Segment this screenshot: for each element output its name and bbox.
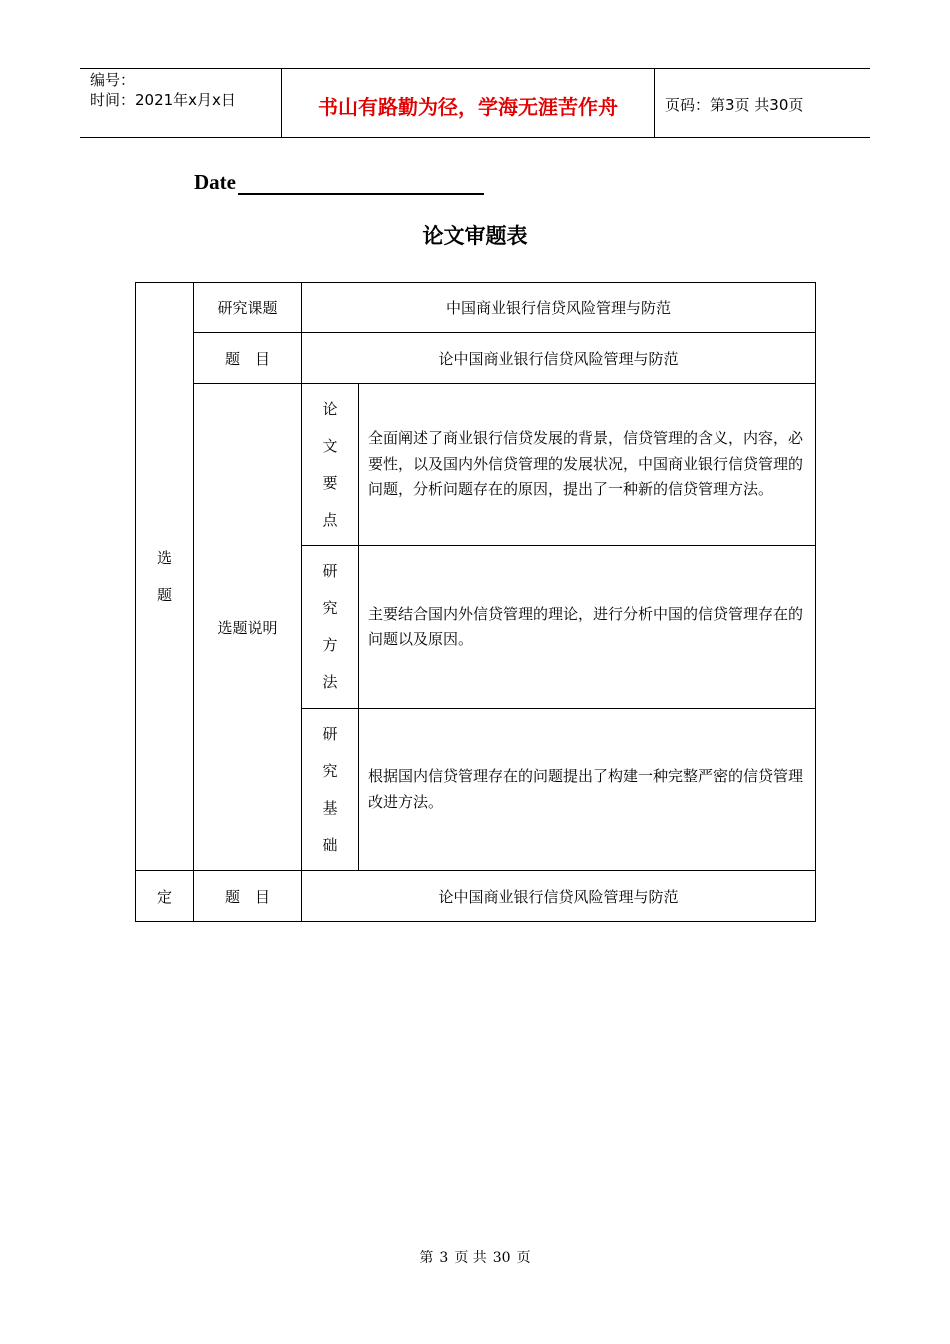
section-select-char: 题 <box>156 585 172 604</box>
date-blank-line <box>238 173 484 195</box>
sub-item-text-cell <box>359 384 816 546</box>
label-char: 基 <box>322 798 338 817</box>
table-row <box>136 871 816 922</box>
document-header <box>80 68 870 138</box>
label-char: 研 <box>322 724 338 743</box>
motto: 书山有路勤为径，学海无涯苦作舟 <box>318 95 618 119</box>
page-info: 页码：第3页 共30页 <box>665 96 804 114</box>
label-char: 论 <box>322 399 338 418</box>
sub-item-text: 根据国内信贷管理存在的问题提出了构建一种完整严密的信贷管理改进方法。 <box>368 767 804 811</box>
page-title: 论文审题表 <box>422 224 528 248</box>
table-row <box>136 384 816 546</box>
sub-item-text: 全面阐述了商业银行信贷发展的背景，信贷管理的含义，内容，必要性，以及国内外信贷管理的发展状况，中国商业银行信贷管理的问题，分析问题存在的原因，提出了一种新的信贷管理方法。 <box>368 429 804 499</box>
date-label: Date <box>194 170 236 194</box>
topic-value: 中国商业银行信贷风险管理与防范 <box>302 283 816 333</box>
table-row <box>136 333 816 384</box>
footer-prefix: 第 <box>419 1250 434 1266</box>
explain-label: 选题说明 <box>194 384 302 871</box>
title-value: 论中国商业银行信贷风险管理与防范 <box>302 333 816 384</box>
label-char: 究 <box>322 761 338 780</box>
final-title-label: 题 目 <box>194 871 302 922</box>
number-label: 编号： <box>90 71 136 89</box>
section-select-cell <box>136 283 194 871</box>
sub-item-text-cell <box>359 546 816 709</box>
title-label: 题 目 <box>194 333 302 384</box>
label-char: 方 <box>322 636 338 654</box>
label-char: 法 <box>322 673 338 691</box>
footer-suffix: 页 <box>516 1250 531 1266</box>
label-char: 文 <box>322 436 338 455</box>
section-final-cell: 定 <box>136 871 194 922</box>
header-page-cell <box>655 69 870 137</box>
final-title-value: 论中国商业银行信贷风险管理与防范 <box>302 871 816 922</box>
label-char: 要 <box>322 473 338 492</box>
section-select-char: 选 <box>156 548 172 567</box>
footer-current-page: 3 <box>439 1250 449 1266</box>
review-table <box>135 282 816 922</box>
label-char: 础 <box>322 835 338 854</box>
page-footer <box>0 1247 950 1267</box>
label-char: 研 <box>322 562 338 580</box>
footer-mid: 页 共 <box>454 1250 487 1266</box>
label-char: 点 <box>322 510 338 529</box>
footer-total-pages: 30 <box>492 1250 511 1266</box>
date-field <box>194 170 484 195</box>
time-label: 时间：2021年x月x日 <box>90 91 236 109</box>
sub-item-label <box>302 384 359 546</box>
sub-item-label <box>302 709 359 871</box>
sub-item-text: 主要结合国内外信贷管理的理论，进行分析中国的信贷管理存在的问题以及原因。 <box>368 604 804 648</box>
topic-label: 研究课题 <box>194 283 302 333</box>
label-char: 究 <box>322 599 338 617</box>
sub-item-label <box>302 546 359 709</box>
table-row <box>136 283 816 333</box>
sub-item-text-cell <box>359 709 816 871</box>
header-motto-cell <box>282 69 655 137</box>
header-meta-cell <box>80 69 282 137</box>
